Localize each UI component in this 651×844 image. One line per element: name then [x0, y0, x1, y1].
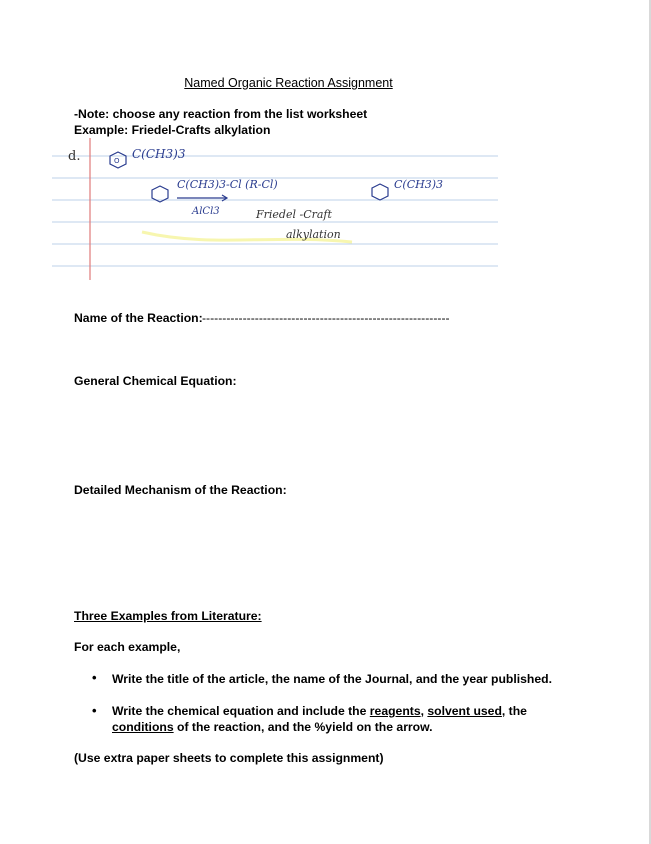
footer-note: (Use extra paper sheets to complete this assignment) [74, 751, 384, 765]
reaction-name-line1: Friedel -Craft [256, 208, 332, 221]
conditions-term: conditions [112, 720, 174, 734]
handwritten-example-image [52, 138, 498, 280]
bullet-2-text: Write the chemical equation and include the reagents, solvent used, the conditions of the reaction, and the %yield on the arrow. [112, 704, 527, 734]
note-text: -Note: choose any reaction from the list worksheet [74, 107, 368, 121]
name-of-reaction-label: Name of the Reaction: [74, 311, 203, 325]
ring-label: O [114, 157, 120, 165]
reagents-term: reagents [369, 704, 421, 718]
product-label-top: C(CH3)3 [132, 147, 186, 161]
bullet-1-text: Write the title of the article, the name of the Journal, and the year published. [112, 672, 552, 686]
solvent-term: solvent used [427, 704, 502, 718]
general-equation-label: General Chemical Equation: [74, 374, 237, 388]
mechanism-label: Detailed Mechanism of the Reaction: [74, 483, 287, 497]
catalyst-label: AlCl3 [192, 206, 220, 217]
name-of-reaction-blank: ------------------------------------------------------------- [202, 311, 450, 325]
document-title: Named Organic Reaction Assignment [184, 76, 393, 90]
bullet-2-marker: • [92, 703, 97, 718]
example-text: Example: Friedel-Crafts alkylation [74, 123, 271, 137]
reagent-label: C(CH3)3-Cl (R-Cl) [177, 178, 278, 191]
bullet-1-marker: • [92, 670, 97, 685]
literature-heading: Three Examples from Literature: [74, 609, 262, 623]
product-label-right: C(CH3)3 [394, 178, 444, 191]
item-label: d. [68, 149, 81, 164]
for-each-text: For each example, [74, 640, 181, 654]
reaction-name-line2: alkylation [286, 228, 341, 241]
